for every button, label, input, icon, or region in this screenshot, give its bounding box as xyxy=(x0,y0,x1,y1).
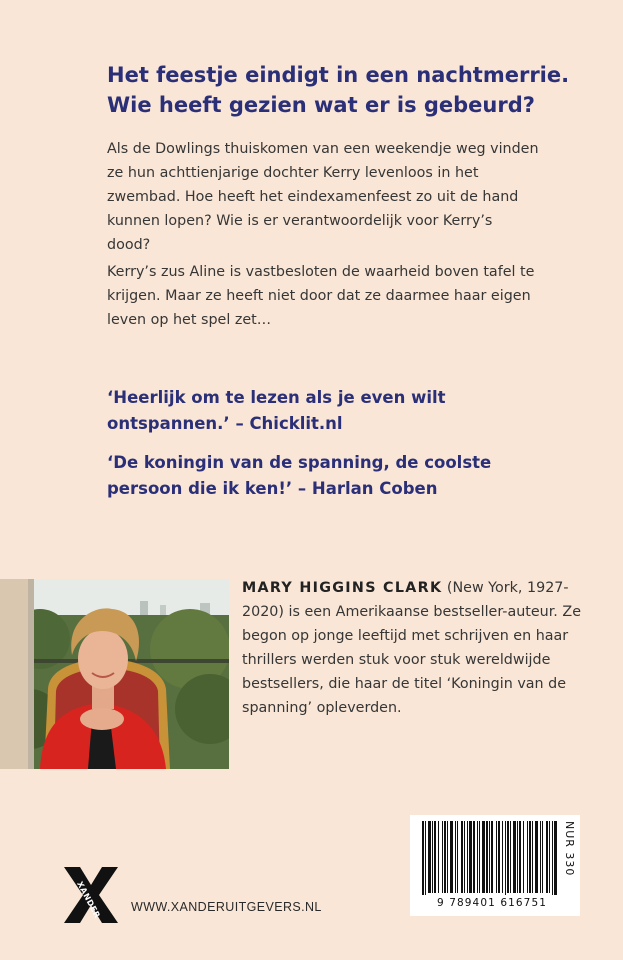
barcode-bar xyxy=(491,821,493,893)
review-quote-2: ‘De koningin van de spanning, de coolste persoon die ik ken!’ – Harlan Coben xyxy=(107,453,492,498)
barcode-bar xyxy=(532,821,533,893)
barcode-bar xyxy=(519,821,521,893)
barcode-bar xyxy=(482,821,485,893)
blurb-paragraph-2: Kerry’s zus Aline is vastbesloten de waarheid boven tafel te krijgen. Maar ze heeft niet door dat ze daarmee haar eigen leven op het spel zet… xyxy=(107,264,535,328)
barcode-bar xyxy=(527,821,528,893)
barcode-bar xyxy=(425,821,426,895)
barcode-bar xyxy=(546,821,548,893)
barcode-bar xyxy=(428,821,431,893)
barcode-bar xyxy=(464,821,465,893)
barcode-bar xyxy=(457,821,458,893)
barcode-bar xyxy=(535,821,538,893)
author-bio xyxy=(242,576,582,720)
barcode-bar xyxy=(529,821,531,893)
barcode-bar xyxy=(461,821,463,893)
author-bio-text: (New York, 1927-2020) is een Amerikaanse bestseller-auteur. Ze begon op jonge leeftijd met schrijven en haar thrillers werden stuk voor stuk wereldwijde bestsellers, die haar de titel ‘Koningin van de spanning’ opleverden. xyxy=(242,580,581,716)
barcode xyxy=(410,815,580,916)
barcode-bar xyxy=(489,821,490,893)
barcode-bar xyxy=(467,821,468,893)
barcode-bar xyxy=(422,821,424,895)
barcode-bar xyxy=(523,821,524,893)
barcode-bar xyxy=(455,821,456,893)
barcode-bar xyxy=(432,821,433,893)
headline xyxy=(107,60,577,120)
barcode-bar xyxy=(469,821,472,893)
barcode-bar xyxy=(542,821,543,893)
barcode-bar xyxy=(438,821,439,893)
barcode-bar xyxy=(507,821,509,893)
barcode-bar xyxy=(434,821,436,893)
barcode-bar xyxy=(510,821,511,893)
barcode-bar xyxy=(498,821,500,893)
barcode-bar xyxy=(552,821,553,895)
author-photo xyxy=(0,579,229,769)
author-name: MARY HIGGINS CLARK xyxy=(242,580,443,596)
barcode-bar xyxy=(496,821,497,893)
barcode-bars xyxy=(410,815,560,895)
barcode-bar xyxy=(450,821,453,893)
barcode-bar xyxy=(473,821,475,893)
barcode-bar xyxy=(477,821,478,893)
review-quote-1: ‘Heerlijk om te lezen als je even wilt ontspannen.’ – Chicklit.nl xyxy=(107,388,446,433)
headline-line-1: Het feestje eindigt in een nachtmerrie. xyxy=(107,63,570,87)
barcode-bar xyxy=(540,821,541,893)
isbn-number: 9 789401 616751 xyxy=(436,897,548,909)
barcode-bar xyxy=(444,821,446,893)
publisher-url[interactable]: WWW.XANDERUITGEVERS.NL xyxy=(131,900,322,914)
barcode-bar xyxy=(517,821,518,893)
barcode-bar xyxy=(479,821,480,893)
barcode-bar xyxy=(513,821,516,893)
barcode-bar xyxy=(486,821,488,893)
barcode-bar xyxy=(442,821,443,893)
headline-line-2: Wie heeft gezien wat er is gebeurd? xyxy=(107,93,535,117)
barcode-bar xyxy=(505,821,506,895)
barcode-bar xyxy=(447,821,448,893)
barcode-bar xyxy=(554,821,557,895)
barcode-bar xyxy=(549,821,550,893)
blurb-paragraph-1: Als de Dowlings thuiskomen van een weekendje weg vinden ze hun achttienjarige dochter Kerry levenloos in het zwembad. Hoe heeft het eindexamenfeest zo uit de hand kunnen lopen? Wie is er verantwoordelijk voor Kerry’s dood? xyxy=(107,141,539,253)
barcode-bar xyxy=(502,821,503,893)
logo-text: XANDER xyxy=(75,880,102,920)
nur-code: NUR 330 xyxy=(563,821,576,877)
